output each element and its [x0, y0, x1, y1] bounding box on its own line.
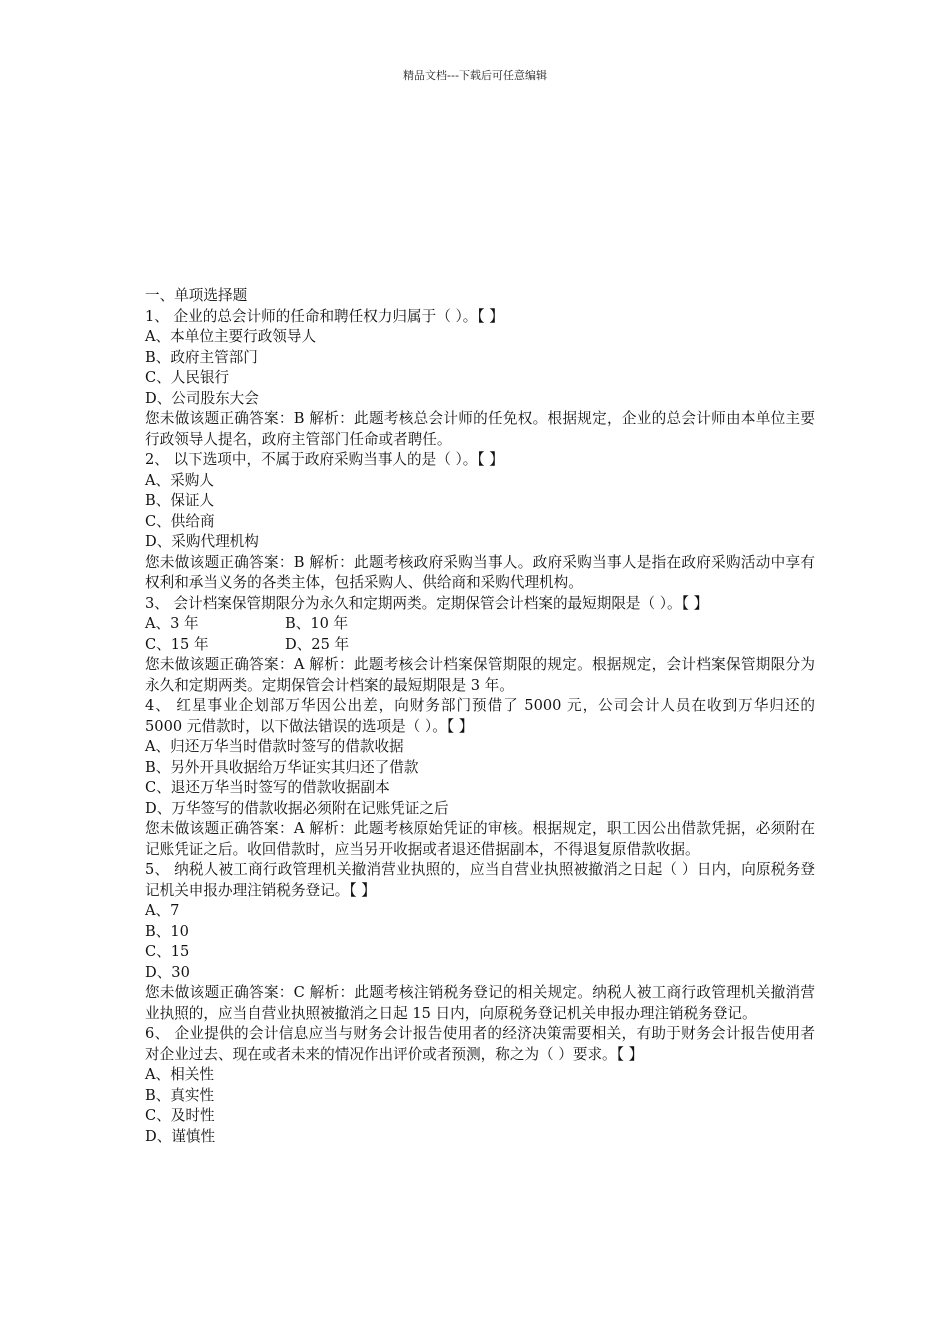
question-stem: 1、 企业的总会计师的任命和聘任权力归属于（ ）。【 】	[145, 307, 504, 325]
option-b: B、保证人	[145, 492, 215, 509]
question-stem: 6、 企业提供的会计信息应当与财务会计报告使用者的经济决策需要相关，有助于财务会计报告使用者对企业过去、现在或者未来的情况作出评价或者预测，称之为（ ）要求。【 】	[145, 1025, 815, 1063]
answer-explanation: 您未做该题正确答案：C 解析：此题考核注销税务登记的相关规定。纳税人被工商行政管理机关撤消营业执照的，应当自营业执照被撤消之日起 15 日内，向原税务登记机关申报办理注销税务登记。	[145, 984, 815, 1022]
option-d: D、采购代理机构	[145, 533, 259, 550]
option-b: B、10 年	[285, 615, 349, 632]
option-d: D、谨慎性	[145, 1127, 216, 1145]
option-b: B、另外开具收据给万华证实其归还了借款	[145, 758, 419, 776]
option-b: B、真实性	[145, 1086, 215, 1104]
question-stem: 4、 红星事业企划部万华因公出差，向财务部门预借了 5000 元，公司会计人员在收到万华归还的 5000 元借款时，以下做法错误的选项是（ ）。【 】	[145, 697, 815, 735]
option-c: C、退还万华当时签写的借款收据副本	[145, 779, 390, 796]
question-stem: 2、 以下选项中，不属于政府采购当事人的是（ ）。【 】	[145, 451, 504, 468]
option-a: A、3 年	[145, 615, 199, 632]
option-d: D、万华签写的借款收据必须附在记账凭证之后	[145, 799, 449, 817]
question-stem: 5、 纳税人被工商行政管理机关撤消营业执照的，应当自营业执照被撤消之日起（ ）日内，向原税务登记机关申报办理注销税务登记。【 】	[145, 861, 815, 899]
answer-explanation: 您未做该题正确答案：B 解析：此题考核总会计师的任免权。根据规定，企业的总会计师由本单位主要行政领导人提名，政府主管部门任命或者聘任。	[145, 410, 815, 448]
question-stem: 3、 会计档案保管期限分为永久和定期两类。定期保管会计档案的最短期限是（ ）。【 】	[145, 594, 709, 612]
option-c: C、15 年	[145, 635, 209, 653]
option-c: C、供给商	[145, 512, 215, 530]
option-a: A、本单位主要行政领导人	[145, 328, 317, 345]
option-b: B、政府主管部门	[145, 348, 258, 366]
option-c: C、15	[145, 943, 190, 960]
page-header: 精品文档---下载后可任意编辑	[403, 69, 547, 82]
option-a: A、归还万华当时借款时签写的借款收据	[145, 738, 404, 755]
option-a: A、采购人	[145, 471, 214, 489]
question-1	[145, 307, 815, 451]
question-6	[145, 1024, 815, 1147]
document-body	[145, 286, 815, 1147]
question-3	[145, 594, 815, 697]
option-c: C、及时性	[145, 1107, 215, 1124]
option-b: B、10	[145, 922, 189, 940]
option-row-cd	[145, 635, 815, 656]
answer-explanation: 您未做该题正确答案：A 解析：此题考核原始凭证的审核。根据规定，职工因公出借款凭据，必须附在记账凭证之后。收回借款时，应当另开收据或者退还借据副本，不得退复原借款收据。	[145, 820, 815, 858]
section-title: 一、单项选择题	[145, 287, 248, 304]
option-d: D、25 年	[285, 635, 350, 653]
question-2	[145, 450, 815, 594]
option-d: D、30	[145, 963, 190, 981]
question-4	[145, 696, 815, 860]
option-d: D、公司股东大会	[145, 389, 259, 407]
option-c: C、人民银行	[145, 369, 230, 386]
answer-explanation: 您未做该题正确答案：A 解析：此题考核会计档案保管期限的规定。根据规定，会计档案保管期限分为永久和定期两类。定期保管会计档案的最短期限是 3 年。	[145, 656, 815, 694]
option-row-ab	[145, 614, 815, 635]
answer-explanation: 您未做该题正确答案：B 解析：此题考核政府采购当事人。政府采购当事人是指在政府采购活动中享有权利和承当义务的各类主体，包括采购人、供给商和采购代理机构。	[145, 553, 815, 591]
option-a: A、7	[145, 902, 180, 919]
question-5	[145, 860, 815, 1024]
option-a: A、相关性	[145, 1066, 214, 1083]
